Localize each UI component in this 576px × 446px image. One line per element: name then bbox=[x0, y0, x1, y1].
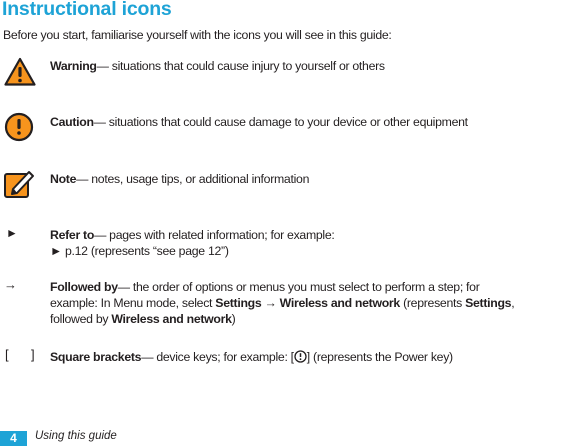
caution-icon bbox=[4, 112, 34, 142]
wireless-term-2: Wireless and network bbox=[111, 312, 232, 326]
followed-symbol: → bbox=[4, 277, 17, 292]
refer-term: Refer to bbox=[50, 228, 95, 242]
settings-term-2: Settings bbox=[465, 296, 512, 310]
represents-text: (represents bbox=[399, 296, 466, 310]
refer-symbol: ► bbox=[6, 226, 18, 240]
note-entry bbox=[50, 171, 576, 187]
followed-desc-1: — the order of options or menus you must select to perform a step; for bbox=[117, 280, 480, 294]
power-icon bbox=[294, 350, 307, 363]
arrow-symbol: → bbox=[261, 296, 280, 310]
page-title: Instructional icons bbox=[2, 0, 172, 20]
close-paren: ) bbox=[231, 312, 236, 326]
caution-entry bbox=[50, 114, 576, 130]
bracket-left-symbol: [ bbox=[5, 347, 9, 362]
comma-text: , bbox=[511, 296, 515, 310]
settings-term: Settings bbox=[215, 296, 262, 310]
intro-text: Before you start, familiarise yourself with the icons you will see in this guide: bbox=[3, 28, 392, 42]
brackets-desc-suffix: ] (represents the Power key) bbox=[306, 350, 453, 364]
brackets-desc-prefix: — device keys; for example: [ bbox=[141, 350, 294, 364]
brackets-entry bbox=[50, 349, 576, 365]
followed-entry bbox=[50, 279, 576, 327]
note-desc: — notes, usage tips, or additional information bbox=[76, 172, 310, 186]
warning-term: Warning bbox=[50, 59, 97, 73]
refer-example: ► p.12 (represents “see page 12”) bbox=[50, 244, 229, 258]
note-term: Note bbox=[50, 172, 77, 186]
wireless-term: Wireless and network bbox=[279, 296, 400, 310]
footer-section: Using this guide bbox=[35, 430, 117, 442]
brackets-term: Square brackets bbox=[50, 350, 142, 364]
warning-entry bbox=[50, 58, 576, 74]
refer-entry bbox=[50, 227, 576, 259]
caution-term: Caution bbox=[50, 115, 94, 129]
refer-desc: — pages with related information; for example: bbox=[94, 228, 335, 242]
warning-desc: — situations that could cause injury to yourself or others bbox=[96, 59, 385, 73]
followed-term: Followed by bbox=[50, 280, 118, 294]
followed-by-text: followed by bbox=[50, 312, 112, 326]
warning-icon bbox=[4, 57, 36, 87]
note-icon bbox=[3, 169, 35, 199]
page-number: 4 bbox=[0, 431, 27, 446]
bracket-right-symbol: ] bbox=[31, 347, 35, 362]
followed-desc-2: example: In Menu mode, select bbox=[50, 296, 216, 310]
caution-desc: — situations that could cause damage to your device or other equipment bbox=[93, 115, 468, 129]
